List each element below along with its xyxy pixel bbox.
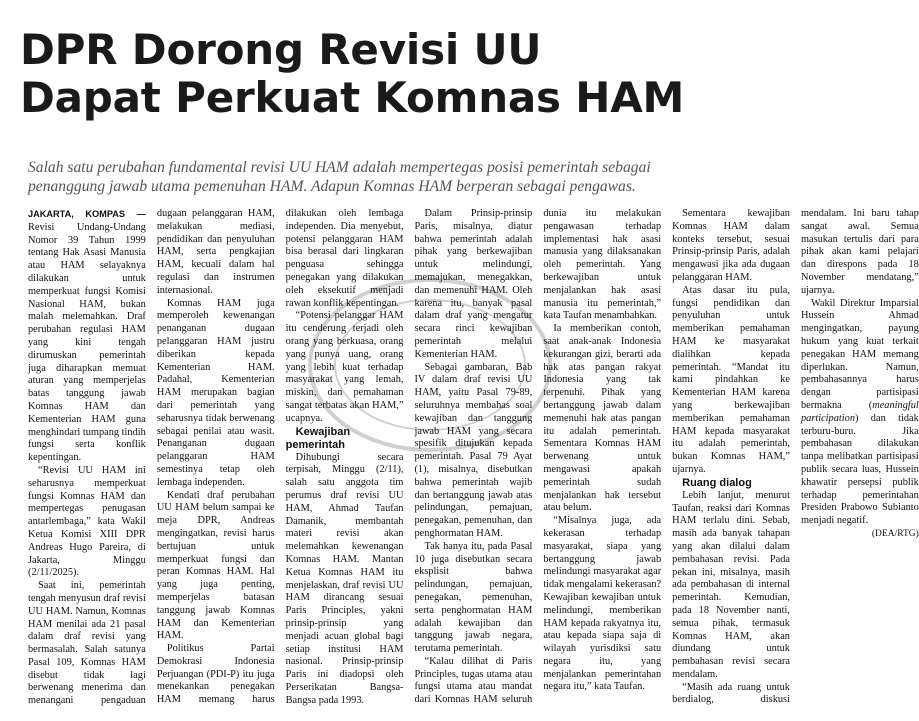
article-paragraph: Atas dasar itu pula, fungsi pendidikan dan penyuluhan untuk memberikan pemahaman HAM ke masyarakat dialihkan kepada pemerintah. “Mandat itu kami pindahkan ke Kementerian HAM karena yang berkewajiban memberikan pemahaman HAM kepada masyarakat itu adalah pemerintah, bukan Komnas HAM,” ujarnya. bbox=[672, 284, 790, 475]
article-paragraph bbox=[801, 298, 919, 528]
article-paragraph: Politikus Partai Demokrasi Indonesia Perjuangan (PDI-P) itu juga menekankan penegakan HAM memang harus dilakukan oleh lembaga independen. Dia menyebut, potensi pelanggaran HAM bisa berasal dari lingkaran penguasa sehingga penegakan yang dilakukan oleh eksekutif menjadi rawan konflik kepentingan. bbox=[156, 208, 404, 706]
subhead-kewajiban-pemerintah: Kewajiban pemerintah bbox=[285, 425, 351, 451]
subhead-ruang-dialog: Ruang dialog bbox=[682, 476, 752, 489]
article-paragraph bbox=[28, 208, 146, 465]
paragraph-text: Revisi Undang-Undang Nomor 39 Tahun 1999 tentang Hak Asasi Manusia atau HAM selayaknya dilakukan untuk memperkuat fungsi Komisi Nasional HAM, bukan malah melemahkan. Draf perubahan regulasi HAM yang kini tengah dirumuskan pemerintah juga diharapkan memuat aturan yang memperjelas batas tanggung jawab Komnas HAM dan Kementerian HAM guna menghindari tumpang tindih fungsi serta konflik kepentingan. bbox=[28, 221, 146, 464]
author-credit: (DEA/RTG) bbox=[871, 528, 919, 539]
headline-line-2: Dapat Perkuat Komnas HAM bbox=[20, 73, 685, 122]
article-paragraph: Dihubungi secara terpisah, Minggu (2/11), salah satu anggota tim perumus draf revisi UU HAM, Ahmad Taufan Damanik, membantah materi revisi akan melemahkan kewenangan Komnas HAM. Mantan Ketua Komnas HAM itu menjelaskan, draf revisi UU HAM dirancang sesuai Paris Principles, yakni prinsip-prinsip yang menjadi acuan global bagi setiap institusi HAM nasional. Prinsip-prinsip Paris ini diadopsi oleh Perserikatan Bangsa-Bangsa pada 1993. bbox=[285, 451, 404, 706]
article-paragraph: “Masih ada ruang untuk berdialog, diskusi mendalam. Ini baru tahap sangat awal. Semua masukan tertulis dari para pihak akan kami pelajari dan direspons pada 18 November mendatang,” ujarnya. bbox=[672, 208, 919, 706]
article-paragraph: Tak hanya itu, pada Pasal 10 juga disebutkan secara eksplisit bahwa pelindungan, pemajuan, penegakan, pemenuhan, serta penghormatan HAM adalah kewajiban dan tanggung jawab negara, terutama pemerintah. bbox=[414, 540, 533, 655]
article-paragraph: Lebih lanjut, menurut Taufan, reaksi dari Komnas HAM terlalu dini. Sebab, masih ada banyak tahapan yang akan dilalui dalam pembahasan revisi. Pada pekan ini, misalnya, masih ada pembahasan di internal pemerintah. Kemudian, pada 18 November nanti, semua pihak, termasuk Komnas HAM, akan diundang untuk pembahasan revisi secara mendalam. bbox=[672, 489, 790, 680]
lede bbox=[28, 158, 784, 196]
lede-line-1: Salah satu perubahan fundamental revisi UU HAM adalah mempertegas posisi pemerintah sebagai bbox=[28, 159, 651, 176]
article-paragraph: Saat ini, pemerintah tengah menyusun draf revisi UU HAM. Namun, Komnas HAM menilai ada 21 pasal dalam draf revisi yang bermasalah. Salah satunya Pasal 109, Komnas HAM disebut tidak lagi berwenang menerima dan menangani pengaduan dugaan pelanggaran HAM, melakukan mediasi, pendidikan dan penyuluhan HAM, serta pengkajian HAM, kecuali dalam hal regulasi dan instrumen internasional. bbox=[28, 208, 275, 707]
article-paragraph: “Revisi UU HAM ini seharusnya memperkuat fungsi Komnas HAM dan mempertegas penugasan antarlembaga,” kata Wakil Ketua Komisi XIII DPR Andreas Hugo Pareira, di Jakarta, Minggu (2/11/2025). bbox=[28, 464, 146, 579]
article-paragraph: Kendati draf perubahan UU HAM belum sampai ke meja DPR, Andreas mengingatkan, revisi harus bertujuan untuk memperkuat fungsi dan peran Komnas HAM. Hal yang juga penting, memperjelas batasan tanggung jawab Komnas HAM dan Kementerian HAM. bbox=[156, 489, 275, 642]
headline bbox=[20, 26, 780, 122]
dateline: JAKARTA, KOMPAS — bbox=[28, 209, 146, 219]
lede-line-2: penanggung jawab utama pemenuhan HAM. Adapun Komnas HAM berperan sebagai pengawas. bbox=[28, 178, 636, 195]
headline-line-1: DPR Dorong Revisi UU bbox=[20, 25, 542, 74]
article-paragraph: Dalam Prinsip-prinsip Paris, misalnya, diatur bahwa pemerintah adalah pihak yang berkewajiban untuk melindungi, memajukan, menegakkan, dan memenuhi HAM. Oleh karena itu, banyak pasal dalam draf yang mengatur secara rinci kewajiban pemerintah melalui Kementerian HAM. bbox=[414, 208, 533, 360]
paragraph-text: ) dan tidak terburu-buru. Jika pembahasan dilakukan tanpa melibatkan partisipasi publik secara luas, Hussein khawatir persepsi publik terhadap pemerintahan Presiden Prabowo Subianto menjadi negatif. bbox=[800, 412, 919, 527]
article-paragraph: “Potensi pelanggar HAM itu cenderung terjadi oleh orang yang berkuasa, orang yang punya uang, orang yang lebih kuat terhadap masyarakat yang lemah, miskin, dan pemahaman sangat terbatas akan HAM,” ucapnya. bbox=[285, 310, 404, 424]
article-paragraph: “Misalnya juga, ada kekerasan terhadap masyarakat, siapa yang bertanggung jawab melindungi masyarakat agar tidak mengalami kekerasan? Kewajiban kewajiban untuk melindungi, memberikan HAM kepada rakyatnya itu, atau kepada siapa saja di wilayah yurisdiksi satu negara itu, yang menjalankan pemerintahan negara itu,” kata Taufan. bbox=[543, 515, 662, 693]
italic-term: meaningful participation bbox=[800, 399, 919, 424]
article-paragraph: Ia memberikan contoh, saat anak-anak Indonesia kekurangan gizi, berarti ada hak atas pangan rakyat Indonesia yang tak terpenuhi. Pihak yang bertanggung jawab dalam memenuhi hak atas pangan itu adalah pemerintah. Sementara Komnas HAM berwenang untuk mengawasi apakah pemerintah sudah menjalankan hak tersebut atau belum. bbox=[543, 323, 662, 514]
article-body bbox=[28, 208, 919, 718]
article-paragraph: “Kalau dilihat di Paris Principles, tugas utama atau fungsi utama atau mandat dari Komnas HAM seluruh dunia itu melakukan pengawasan terhadap implementasi hak asasi manusia yang dilaksanakan oleh pemerintah. Yang berkewajiban untuk menjalankan hak asasi manusia itu pemerintah,” kata Taufan menambahkan. bbox=[414, 208, 662, 706]
article-paragraph: Sementara kewajiban Komnas HAM dalam konteks tersebut, sesuai Prinsip-prinsip Paris, adalah mengawasi jika ada dugaan pelanggaran HAM. bbox=[672, 208, 790, 283]
paragraph-text: Wakil Direktur Imparsial Hussein Ahmad mengingatkan, payung hukum yang kuat terkait penegakan HAM memang diperlukan. Namun, pembahasannya harus dengan partisipasi bermakna ( bbox=[800, 297, 919, 411]
article-paragraph: Sebagai gambaran, Bab IV dalam draf revisi UU HAM, yaitu Pasal 79-89, seluruhnya membahas soal kewajiban dan tanggung jawab HAM yang secara spesifik ditujukan kepada pemerintah. Pasal 79 Ayat (1), misalnya, disebutkan bahwa pemerintah wajib dan bertanggung jawab atas pelindungan, pemajuan, penegakan, pemenuhan, dan penghormatan HAM. bbox=[414, 361, 533, 539]
article-paragraph: Komnas HAM juga memperoleh kewenangan penanganan dugaan pelanggaran HAM justru diberikan kepada Kementerian HAM. Padahal, Kementerian HAM merupakan bagian dari pemerintah yang seharusnya tidak berwenang sebagai penilai atau wasit. Penanganan dugaan pelanggaran HAM semestinya tetap oleh lembaga independen. bbox=[156, 297, 275, 488]
